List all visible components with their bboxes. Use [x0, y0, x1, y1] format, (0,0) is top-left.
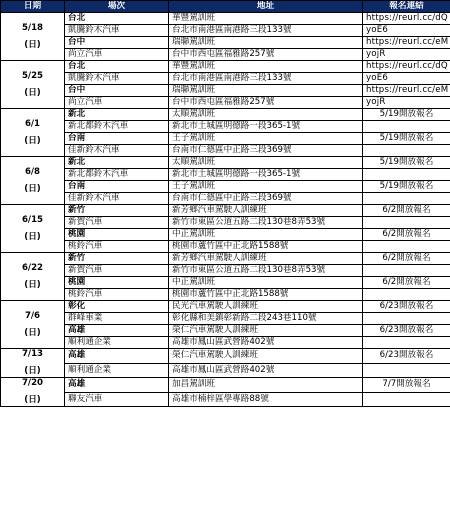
session-school: 榮仁汽車駕駛人訓練班 [169, 325, 363, 337]
table-row [1, 109, 450, 121]
registration-open-date: 6/2開放報名 [363, 277, 450, 289]
table-row [1, 193, 450, 205]
registration-open-date [363, 217, 450, 229]
session-city: 台南 [65, 133, 169, 145]
session-address: 新竹市東區公道五路二段130巷8弄53號 [169, 217, 363, 229]
table-row [1, 277, 450, 289]
registration-open-date: 5/19開放報名 [363, 133, 450, 145]
registration-open-date [363, 289, 450, 301]
header-date: 日期 [1, 1, 65, 13]
session-school: 太順駕訓班 [169, 157, 363, 169]
date-cell [1, 349, 65, 378]
registration-open-date: 6/2開放報名 [363, 205, 450, 217]
session-venue: 新北都鈴木汽車 [65, 169, 169, 181]
table-row [1, 85, 450, 97]
session-venue: 順利通企業 [65, 337, 169, 349]
session-address: 高雄市鳳山區武營路402號 [169, 363, 363, 378]
session-school: 太順駕訓班 [169, 109, 363, 121]
date-cell [1, 61, 65, 109]
weekday-label: (日) [24, 366, 41, 376]
date-label: 6/22 [21, 262, 44, 273]
table-row [1, 325, 450, 337]
session-city: 高雄 [65, 349, 169, 364]
table-row [1, 121, 450, 133]
date-label: 5/18 [21, 22, 44, 33]
registration-open-date: 6/23開放報名 [363, 325, 450, 337]
session-venue: 凱騰鈴木汽車 [65, 25, 169, 37]
table-row [1, 13, 450, 25]
date-label: 7/6 [24, 310, 41, 321]
registration-open-date [363, 241, 450, 253]
session-venue: 尚立汽車 [65, 97, 169, 109]
session-venue: 新賀汽車 [65, 217, 169, 229]
table-row [1, 181, 450, 193]
weekday-label: (日) [24, 183, 41, 194]
weekday-label: (日) [24, 231, 41, 242]
table-row [1, 253, 450, 265]
date-cell [1, 301, 65, 349]
session-school: 新芳鄉汽車駕駛人訓練班 [169, 253, 363, 265]
session-address: 台北市南港區南港路三段133號 [169, 25, 363, 37]
table-row [1, 61, 450, 73]
session-school: 華豐駕訓班 [169, 61, 363, 73]
registration-open-date [363, 392, 450, 407]
table-row [1, 49, 450, 61]
session-address: 高雄市楠梓區學專路88號 [169, 392, 363, 407]
date-cell [1, 109, 65, 157]
registration-open-date [363, 121, 450, 133]
table-row [1, 378, 450, 393]
registration-open-date [363, 169, 450, 181]
registration-link[interactable]: https://reurl.cc/dQ [363, 61, 450, 73]
session-venue: 新賀汽車 [65, 265, 169, 277]
session-school: 王子駕訓班 [169, 133, 363, 145]
session-city: 新北 [65, 109, 169, 121]
session-city: 台中 [65, 37, 169, 49]
weekday-label: (日) [24, 87, 41, 98]
session-city: 高雄 [65, 378, 169, 393]
registration-open-date: 6/23開放報名 [363, 301, 450, 313]
session-city: 彰化 [65, 301, 169, 313]
weekday-label: (日) [24, 39, 41, 50]
session-city: 桃園 [65, 277, 169, 289]
registration-open-date: 5/19開放報名 [363, 181, 450, 193]
table-row [1, 133, 450, 145]
session-school: 新芳鄉汽車駕駛人訓練班 [169, 205, 363, 217]
session-school: 中正駕訓班 [169, 229, 363, 241]
session-address: 桃園市蘆竹區中正北路1588號 [169, 241, 363, 253]
table-row [1, 97, 450, 109]
registration-open-date: 5/19開放報名 [363, 109, 450, 121]
session-school: 民光汽車駕駛人訓練班 [169, 301, 363, 313]
date-cell [1, 13, 65, 61]
table-row [1, 169, 450, 181]
weekday-label: (日) [24, 395, 41, 405]
date-cell [1, 253, 65, 301]
registration-open-date [363, 313, 450, 325]
session-school: 加昌駕訓班 [169, 378, 363, 393]
schedule-body [1, 13, 450, 407]
table-row [1, 157, 450, 169]
table-row [1, 289, 450, 301]
header-venue: 場次 [65, 1, 169, 13]
registration-open-date: 5/19開放報名 [363, 157, 450, 169]
session-city: 台中 [65, 85, 169, 97]
session-address: 台南市仁德區中正路三段369號 [169, 193, 363, 205]
session-city: 新竹 [65, 205, 169, 217]
registration-link[interactable]: yojR [363, 49, 450, 61]
weekday-label: (日) [24, 327, 41, 338]
session-address: 新竹市東區公道五路二段130巷8弄53號 [169, 265, 363, 277]
session-venue: 新北都鈴木汽車 [65, 121, 169, 133]
session-school: 榮仁汽車駕駛人訓練班 [169, 349, 363, 364]
date-cell [1, 205, 65, 253]
table-row [1, 392, 450, 407]
table-row [1, 229, 450, 241]
session-venue: 佳新鈴木汽車 [65, 145, 169, 157]
table-row [1, 37, 450, 49]
session-venue: 順利通企業 [65, 363, 169, 378]
session-venue: 群峰車業 [65, 313, 169, 325]
registration-open-date: 6/23開放報名 [363, 349, 450, 364]
schedule-header [1, 1, 450, 13]
table-row [1, 301, 450, 313]
session-venue: 聯友汽車 [65, 392, 169, 407]
date-label: 6/8 [24, 166, 41, 177]
session-school: 瑞聯駕訓班 [169, 85, 363, 97]
registration-link[interactable]: https://reurl.cc/eM [363, 85, 450, 97]
header-link: 報名連結 [363, 1, 450, 13]
weekday-label: (日) [24, 135, 41, 146]
registration-link[interactable]: yoE6 [363, 25, 450, 37]
session-address: 新北市土城區明德路一段365-1號 [169, 121, 363, 133]
registration-open-date [363, 145, 450, 157]
registration-open-date: 6/2開放報名 [363, 253, 450, 265]
table-row [1, 25, 450, 37]
date-label: 7/13 [21, 349, 44, 359]
date-label: 6/1 [24, 118, 41, 129]
session-venue: 尚立汽車 [65, 49, 169, 61]
table-row [1, 73, 450, 85]
registration-open-date [363, 363, 450, 378]
session-address: 台南市仁德區中正路三段369號 [169, 145, 363, 157]
date-label: 7/20 [21, 378, 44, 388]
registration-open-date [363, 265, 450, 277]
table-row [1, 337, 450, 349]
session-venue: 桃鈴汽車 [65, 289, 169, 301]
header-address: 地址 [169, 1, 363, 13]
session-city: 桃園 [65, 229, 169, 241]
registration-open-date [363, 337, 450, 349]
session-city: 新竹 [65, 253, 169, 265]
session-city: 台南 [65, 181, 169, 193]
session-school: 王子駕訓班 [169, 181, 363, 193]
table-row [1, 205, 450, 217]
session-address: 台北市南港區南港路三段133號 [169, 73, 363, 85]
date-label: 6/15 [21, 214, 44, 225]
session-address: 高雄市鳳山區武營路402號 [169, 337, 363, 349]
registration-open-date: 7/7開放報名 [363, 378, 450, 393]
session-address: 桃園市蘆竹區中正北路1588號 [169, 289, 363, 301]
date-cell [1, 378, 65, 407]
session-school: 中正駕訓班 [169, 277, 363, 289]
session-address: 台中市西屯區福雅路257號 [169, 97, 363, 109]
table-row [1, 313, 450, 325]
session-city: 高雄 [65, 325, 169, 337]
session-venue: 桃鈴汽車 [65, 241, 169, 253]
table-row [1, 241, 450, 253]
table-row [1, 265, 450, 277]
registration-open-date: 6/2開放報名 [363, 229, 450, 241]
registration-link[interactable]: https://reurl.cc/eM [363, 37, 450, 49]
session-address: 台中市西屯區福雅路257號 [169, 49, 363, 61]
header-row [1, 1, 450, 13]
session-address: 彰化縣和美鎮彰新路二段243巷110號 [169, 313, 363, 325]
date-label: 5/25 [21, 70, 44, 81]
table-row [1, 217, 450, 229]
registration-link[interactable]: yoE6 [363, 73, 450, 85]
session-venue: 佳新鈴木汽車 [65, 193, 169, 205]
table-row [1, 363, 450, 378]
table-row [1, 145, 450, 157]
table-row [1, 349, 450, 364]
date-cell [1, 157, 65, 205]
session-school: 華豐駕訓班 [169, 13, 363, 25]
session-city: 台北 [65, 13, 169, 25]
session-city: 新北 [65, 157, 169, 169]
session-address: 新北市土城區明德路一段365-1號 [169, 169, 363, 181]
weekday-label: (日) [24, 279, 41, 290]
registration-link[interactable]: yojR [363, 97, 450, 109]
registration-open-date [363, 193, 450, 205]
registration-link[interactable]: https://reurl.cc/dQ [363, 13, 450, 25]
session-school: 瑞聯駕訓班 [169, 37, 363, 49]
session-venue: 凱騰鈴木汽車 [65, 73, 169, 85]
session-city: 台北 [65, 61, 169, 73]
